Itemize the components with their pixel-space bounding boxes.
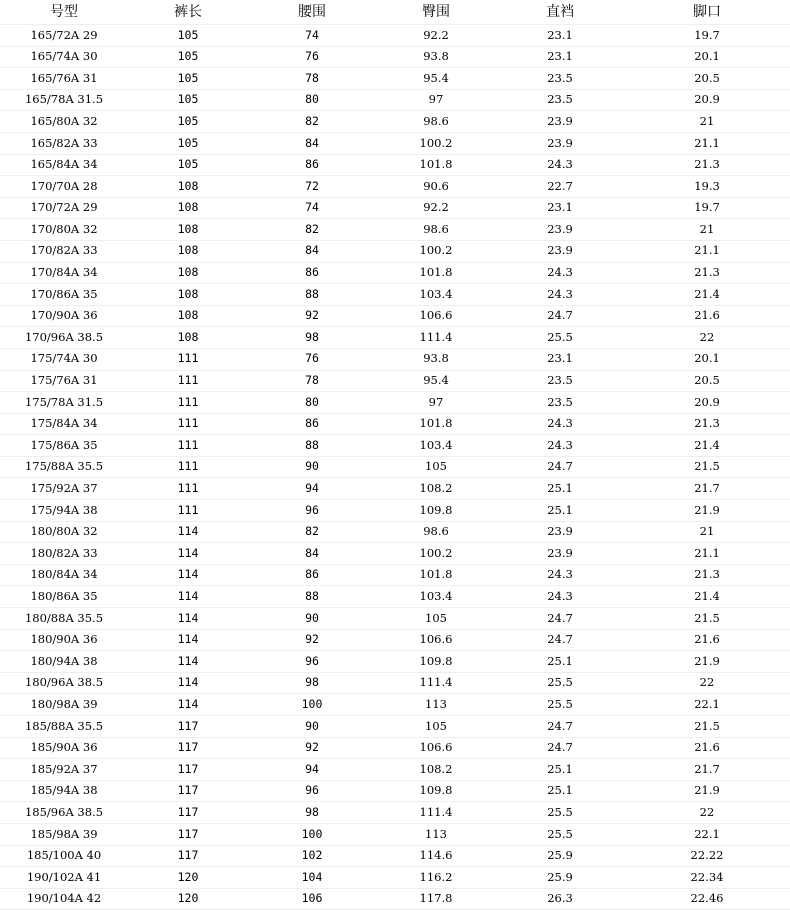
cell-front-rise: 25.9: [496, 845, 624, 867]
cell-hip: 95.4: [376, 370, 496, 392]
cell-pants-length: 108: [128, 197, 248, 219]
cell-size: 180/94A 38: [0, 651, 128, 673]
cell-size: 170/90A 36: [0, 305, 128, 327]
cell-pants-length: 117: [128, 780, 248, 802]
cell-leg-opening: 19.7: [624, 197, 790, 219]
cell-waist: 92: [248, 305, 376, 327]
table-row: [0, 154, 790, 176]
cell-waist: 94: [248, 478, 376, 500]
cell-pants-length: 117: [128, 802, 248, 824]
cell-pants-length: 114: [128, 608, 248, 630]
cell-waist: 86: [248, 564, 376, 586]
header-leg-opening: 脚口: [624, 0, 790, 25]
cell-size: 170/82A 33: [0, 240, 128, 262]
cell-hip: 106.6: [376, 629, 496, 651]
cell-hip: 101.8: [376, 564, 496, 586]
table-row: [0, 802, 790, 824]
cell-size: 165/72A 29: [0, 25, 128, 47]
cell-front-rise: 24.7: [496, 305, 624, 327]
cell-waist: 96: [248, 500, 376, 522]
cell-size: 175/94A 38: [0, 500, 128, 522]
table-row: [0, 521, 790, 543]
cell-leg-opening: 21.5: [624, 456, 790, 478]
table-row: [0, 780, 790, 802]
cell-hip: 114.6: [376, 845, 496, 867]
cell-size: 165/80A 32: [0, 111, 128, 133]
cell-waist: 86: [248, 413, 376, 435]
cell-front-rise: 23.5: [496, 89, 624, 111]
cell-waist: 86: [248, 154, 376, 176]
table-row: [0, 716, 790, 738]
cell-front-rise: 25.1: [496, 759, 624, 781]
cell-leg-opening: 21.6: [624, 305, 790, 327]
cell-waist: 82: [248, 521, 376, 543]
cell-front-rise: 25.9: [496, 867, 624, 889]
cell-waist: 100: [248, 823, 376, 845]
cell-waist: 86: [248, 262, 376, 284]
cell-hip: 101.8: [376, 262, 496, 284]
cell-waist: 74: [248, 197, 376, 219]
table-row: [0, 845, 790, 867]
cell-waist: 104: [248, 867, 376, 889]
cell-waist: 80: [248, 89, 376, 111]
cell-pants-length: 120: [128, 888, 248, 910]
cell-pants-length: 105: [128, 111, 248, 133]
cell-leg-opening: 22: [624, 802, 790, 824]
cell-front-rise: 23.5: [496, 68, 624, 90]
cell-leg-opening: 21: [624, 111, 790, 133]
cell-pants-length: 108: [128, 327, 248, 349]
cell-hip: 105: [376, 608, 496, 630]
cell-leg-opening: 20.5: [624, 370, 790, 392]
cell-front-rise: 23.1: [496, 46, 624, 68]
cell-front-rise: 24.3: [496, 413, 624, 435]
cell-front-rise: 24.3: [496, 154, 624, 176]
table-row: [0, 478, 790, 500]
cell-leg-opening: 21.6: [624, 629, 790, 651]
cell-size: 185/94A 38: [0, 780, 128, 802]
table-row: [0, 651, 790, 673]
cell-waist: 72: [248, 176, 376, 198]
cell-waist: 76: [248, 348, 376, 370]
cell-pants-length: 114: [128, 586, 248, 608]
table-row: [0, 327, 790, 349]
cell-waist: 78: [248, 68, 376, 90]
cell-waist: 90: [248, 716, 376, 738]
cell-hip: 97: [376, 89, 496, 111]
cell-size: 170/80A 32: [0, 219, 128, 241]
cell-waist: 84: [248, 132, 376, 154]
cell-front-rise: 25.5: [496, 802, 624, 824]
cell-pants-length: 108: [128, 284, 248, 306]
cell-pants-length: 105: [128, 132, 248, 154]
cell-front-rise: 23.9: [496, 111, 624, 133]
cell-front-rise: 24.3: [496, 586, 624, 608]
table-row: [0, 737, 790, 759]
cell-size: 165/74A 30: [0, 46, 128, 68]
cell-front-rise: 25.1: [496, 651, 624, 673]
cell-waist: 96: [248, 780, 376, 802]
cell-waist: 76: [248, 46, 376, 68]
cell-size: 170/96A 38.5: [0, 327, 128, 349]
cell-leg-opening: 20.1: [624, 348, 790, 370]
cell-hip: 111.4: [376, 327, 496, 349]
cell-leg-opening: 22.1: [624, 823, 790, 845]
cell-size: 185/90A 36: [0, 737, 128, 759]
cell-waist: 80: [248, 392, 376, 414]
cell-size: 180/80A 32: [0, 521, 128, 543]
cell-front-rise: 25.1: [496, 780, 624, 802]
cell-hip: 105: [376, 456, 496, 478]
cell-front-rise: 23.1: [496, 348, 624, 370]
cell-front-rise: 24.7: [496, 737, 624, 759]
cell-pants-length: 117: [128, 823, 248, 845]
cell-leg-opening: 21.9: [624, 651, 790, 673]
cell-front-rise: 23.9: [496, 521, 624, 543]
table-row: [0, 413, 790, 435]
cell-hip: 90.6: [376, 176, 496, 198]
cell-pants-length: 108: [128, 176, 248, 198]
table-row: [0, 284, 790, 306]
table-row: [0, 305, 790, 327]
cell-front-rise: 24.3: [496, 435, 624, 457]
cell-front-rise: 26.3: [496, 888, 624, 910]
cell-leg-opening: 21: [624, 521, 790, 543]
cell-pants-length: 111: [128, 370, 248, 392]
table-row: [0, 46, 790, 68]
cell-waist: 102: [248, 845, 376, 867]
cell-leg-opening: 21.9: [624, 780, 790, 802]
cell-leg-opening: 20.9: [624, 89, 790, 111]
cell-waist: 98: [248, 327, 376, 349]
cell-size: 170/84A 34: [0, 262, 128, 284]
cell-waist: 84: [248, 240, 376, 262]
cell-hip: 113: [376, 823, 496, 845]
cell-hip: 109.8: [376, 780, 496, 802]
cell-size: 180/98A 39: [0, 694, 128, 716]
cell-pants-length: 108: [128, 219, 248, 241]
cell-leg-opening: 21.5: [624, 716, 790, 738]
cell-waist: 106: [248, 888, 376, 910]
cell-hip: 111.4: [376, 672, 496, 694]
cell-waist: 82: [248, 111, 376, 133]
cell-pants-length: 108: [128, 262, 248, 284]
cell-leg-opening: 22.34: [624, 867, 790, 889]
cell-size: 175/92A 37: [0, 478, 128, 500]
cell-pants-length: 117: [128, 716, 248, 738]
cell-leg-opening: 21: [624, 219, 790, 241]
cell-front-rise: 23.9: [496, 219, 624, 241]
cell-front-rise: 25.5: [496, 694, 624, 716]
table-row: [0, 219, 790, 241]
cell-pants-length: 114: [128, 543, 248, 565]
table-row: [0, 608, 790, 630]
table-row: [0, 89, 790, 111]
table-row: [0, 197, 790, 219]
table-row: [0, 629, 790, 651]
cell-front-rise: 25.5: [496, 672, 624, 694]
cell-front-rise: 25.1: [496, 500, 624, 522]
table-row: [0, 435, 790, 457]
table-row: [0, 672, 790, 694]
cell-leg-opening: 20.9: [624, 392, 790, 414]
table-row: [0, 564, 790, 586]
cell-waist: 84: [248, 543, 376, 565]
cell-waist: 96: [248, 651, 376, 673]
header-row: [0, 0, 790, 25]
cell-size: 185/100A 40: [0, 845, 128, 867]
cell-size: 180/90A 36: [0, 629, 128, 651]
cell-waist: 74: [248, 25, 376, 47]
cell-size: 170/72A 29: [0, 197, 128, 219]
cell-hip: 109.8: [376, 500, 496, 522]
cell-pants-length: 114: [128, 651, 248, 673]
cell-leg-opening: 21.3: [624, 413, 790, 435]
cell-size: 175/74A 30: [0, 348, 128, 370]
cell-size: 190/104A 42: [0, 888, 128, 910]
cell-size: 175/88A 35.5: [0, 456, 128, 478]
cell-hip: 92.2: [376, 25, 496, 47]
table-row: [0, 176, 790, 198]
cell-pants-length: 117: [128, 737, 248, 759]
table-body: [0, 25, 790, 910]
header-pants-length: 裤长: [128, 0, 248, 25]
cell-pants-length: 108: [128, 305, 248, 327]
table-row: [0, 500, 790, 522]
cell-front-rise: 23.9: [496, 543, 624, 565]
cell-leg-opening: 21.7: [624, 759, 790, 781]
table-row: [0, 456, 790, 478]
cell-hip: 100.2: [376, 132, 496, 154]
cell-pants-length: 105: [128, 46, 248, 68]
cell-waist: 78: [248, 370, 376, 392]
header-size: 号型: [0, 0, 128, 25]
cell-hip: 98.6: [376, 521, 496, 543]
table-row: [0, 25, 790, 47]
cell-leg-opening: 20.1: [624, 46, 790, 68]
cell-waist: 94: [248, 759, 376, 781]
cell-waist: 92: [248, 629, 376, 651]
cell-leg-opening: 21.1: [624, 132, 790, 154]
table-row: [0, 262, 790, 284]
cell-size: 165/78A 31.5: [0, 89, 128, 111]
table-row: [0, 370, 790, 392]
cell-hip: 113: [376, 694, 496, 716]
cell-size: 185/96A 38.5: [0, 802, 128, 824]
cell-size: 175/86A 35: [0, 435, 128, 457]
cell-waist: 90: [248, 456, 376, 478]
cell-size: 185/98A 39: [0, 823, 128, 845]
cell-size: 180/86A 35: [0, 586, 128, 608]
cell-front-rise: 24.3: [496, 564, 624, 586]
cell-hip: 98.6: [376, 111, 496, 133]
table-row: [0, 392, 790, 414]
cell-size: 175/78A 31.5: [0, 392, 128, 414]
cell-size: 180/82A 33: [0, 543, 128, 565]
cell-hip: 100.2: [376, 240, 496, 262]
cell-pants-length: 105: [128, 154, 248, 176]
cell-pants-length: 105: [128, 68, 248, 90]
cell-front-rise: 23.5: [496, 392, 624, 414]
cell-front-rise: 24.3: [496, 262, 624, 284]
cell-waist: 88: [248, 586, 376, 608]
cell-size: 165/82A 33: [0, 132, 128, 154]
cell-leg-opening: 22.22: [624, 845, 790, 867]
cell-leg-opening: 21.5: [624, 608, 790, 630]
cell-waist: 92: [248, 737, 376, 759]
cell-leg-opening: 21.1: [624, 240, 790, 262]
cell-leg-opening: 21.3: [624, 564, 790, 586]
cell-leg-opening: 21.6: [624, 737, 790, 759]
header-hip: 臀围: [376, 0, 496, 25]
cell-size: 175/76A 31: [0, 370, 128, 392]
cell-leg-opening: 22: [624, 672, 790, 694]
cell-size: 170/70A 28: [0, 176, 128, 198]
cell-leg-opening: 21.1: [624, 543, 790, 565]
cell-pants-length: 114: [128, 629, 248, 651]
cell-pants-length: 120: [128, 867, 248, 889]
cell-waist: 100: [248, 694, 376, 716]
cell-leg-opening: 21.3: [624, 154, 790, 176]
cell-leg-opening: 19.7: [624, 25, 790, 47]
cell-pants-length: 114: [128, 521, 248, 543]
cell-hip: 111.4: [376, 802, 496, 824]
cell-hip: 108.2: [376, 478, 496, 500]
cell-leg-opening: 21.4: [624, 586, 790, 608]
cell-pants-length: 105: [128, 25, 248, 47]
cell-hip: 92.2: [376, 197, 496, 219]
cell-leg-opening: 21.7: [624, 478, 790, 500]
table-row: [0, 111, 790, 133]
table-row: [0, 348, 790, 370]
cell-leg-opening: 22.46: [624, 888, 790, 910]
header-waist: 腰围: [248, 0, 376, 25]
cell-waist: 98: [248, 672, 376, 694]
cell-pants-length: 114: [128, 672, 248, 694]
cell-hip: 103.4: [376, 284, 496, 306]
cell-front-rise: 25.1: [496, 478, 624, 500]
cell-leg-opening: 20.5: [624, 68, 790, 90]
cell-front-rise: 24.7: [496, 608, 624, 630]
cell-size: 175/84A 34: [0, 413, 128, 435]
cell-leg-opening: 19.3: [624, 176, 790, 198]
cell-pants-length: 114: [128, 694, 248, 716]
cell-size: 180/84A 34: [0, 564, 128, 586]
cell-pants-length: 114: [128, 564, 248, 586]
cell-front-rise: 23.1: [496, 25, 624, 47]
cell-size: 180/96A 38.5: [0, 672, 128, 694]
cell-pants-length: 111: [128, 500, 248, 522]
cell-size: 165/84A 34: [0, 154, 128, 176]
cell-pants-length: 111: [128, 435, 248, 457]
cell-front-rise: 25.5: [496, 327, 624, 349]
cell-hip: 103.4: [376, 586, 496, 608]
cell-hip: 100.2: [376, 543, 496, 565]
cell-leg-opening: 21.3: [624, 262, 790, 284]
cell-hip: 101.8: [376, 154, 496, 176]
cell-pants-length: 117: [128, 845, 248, 867]
cell-hip: 108.2: [376, 759, 496, 781]
cell-hip: 109.8: [376, 651, 496, 673]
cell-leg-opening: 22.1: [624, 694, 790, 716]
cell-pants-length: 111: [128, 348, 248, 370]
table-row: [0, 867, 790, 889]
cell-pants-length: 111: [128, 478, 248, 500]
cell-waist: 98: [248, 802, 376, 824]
header-front-rise: 直裆: [496, 0, 624, 25]
cell-leg-opening: 22: [624, 327, 790, 349]
table-header: [0, 0, 790, 25]
cell-waist: 90: [248, 608, 376, 630]
cell-size: 165/76A 31: [0, 68, 128, 90]
table-row: [0, 586, 790, 608]
cell-pants-length: 117: [128, 759, 248, 781]
cell-hip: 103.4: [376, 435, 496, 457]
cell-hip: 106.6: [376, 737, 496, 759]
cell-hip: 97: [376, 392, 496, 414]
cell-front-rise: 23.1: [496, 197, 624, 219]
cell-front-rise: 24.7: [496, 716, 624, 738]
cell-hip: 98.6: [376, 219, 496, 241]
cell-front-rise: 24.3: [496, 284, 624, 306]
cell-front-rise: 24.7: [496, 629, 624, 651]
cell-front-rise: 25.5: [496, 823, 624, 845]
table-row: [0, 694, 790, 716]
cell-pants-length: 111: [128, 456, 248, 478]
cell-leg-opening: 21.4: [624, 435, 790, 457]
cell-pants-length: 111: [128, 413, 248, 435]
table-row: [0, 759, 790, 781]
table-row: [0, 543, 790, 565]
cell-size: 170/86A 35: [0, 284, 128, 306]
cell-hip: 117.8: [376, 888, 496, 910]
cell-front-rise: 23.9: [496, 240, 624, 262]
cell-front-rise: 22.7: [496, 176, 624, 198]
cell-size: 180/88A 35.5: [0, 608, 128, 630]
cell-hip: 95.4: [376, 68, 496, 90]
table-row: [0, 68, 790, 90]
cell-pants-length: 105: [128, 89, 248, 111]
cell-hip: 116.2: [376, 867, 496, 889]
cell-hip: 106.6: [376, 305, 496, 327]
cell-pants-length: 111: [128, 392, 248, 414]
cell-front-rise: 23.5: [496, 370, 624, 392]
cell-leg-opening: 21.4: [624, 284, 790, 306]
cell-leg-opening: 21.9: [624, 500, 790, 522]
cell-size: 185/88A 35.5: [0, 716, 128, 738]
cell-hip: 101.8: [376, 413, 496, 435]
table-row: [0, 132, 790, 154]
cell-hip: 93.8: [376, 348, 496, 370]
cell-waist: 88: [248, 435, 376, 457]
table-row: [0, 823, 790, 845]
cell-front-rise: 24.7: [496, 456, 624, 478]
cell-size: 190/102A 41: [0, 867, 128, 889]
cell-waist: 88: [248, 284, 376, 306]
cell-hip: 93.8: [376, 46, 496, 68]
cell-hip: 105: [376, 716, 496, 738]
table-row: [0, 240, 790, 262]
cell-waist: 82: [248, 219, 376, 241]
cell-front-rise: 23.9: [496, 132, 624, 154]
cell-pants-length: 108: [128, 240, 248, 262]
cell-size: 185/92A 37: [0, 759, 128, 781]
